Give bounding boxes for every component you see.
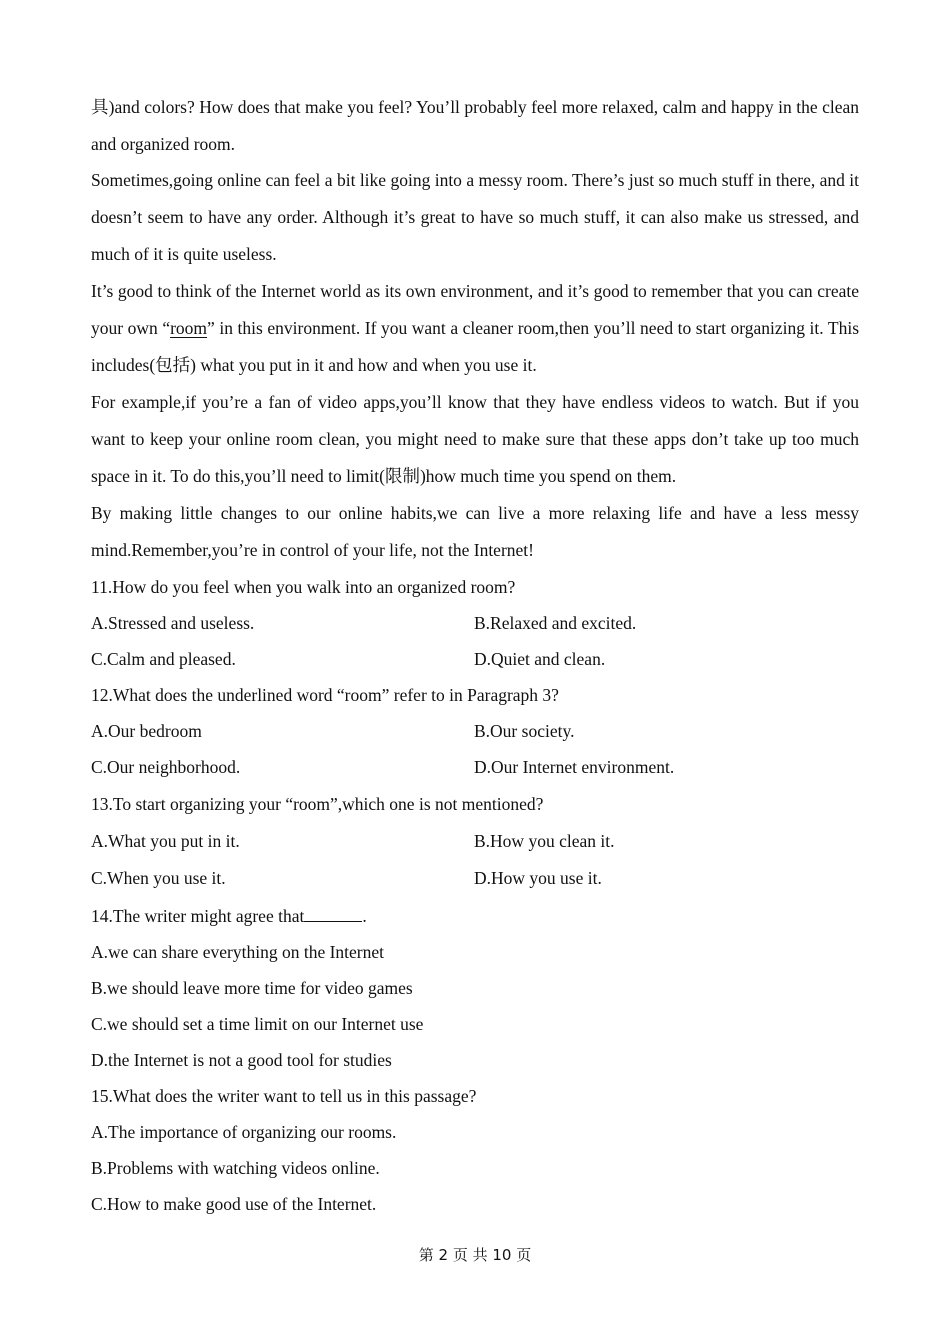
- question-11-option-a: A.Stressed and useless.: [91, 613, 255, 633]
- answer-blank: [304, 905, 362, 922]
- question-12-stem: 12.What does the underlined word “room” refer to in Paragraph 3?: [91, 685, 559, 705]
- passage-paragraph-4: By making little changes to our online habits,we can live a more relaxing life and have a less messy mind.Remember,you’re in control of your life, not the Internet!: [91, 503, 859, 560]
- question-14-stem: [91, 904, 367, 928]
- question-11-option-c: C.Calm and pleased.: [91, 649, 236, 669]
- question-14-stem-end: .: [362, 906, 367, 926]
- passage-paragraph-2: [91, 273, 859, 384]
- passage-paragraph-1: Sometimes,going online can feel a bit like going into a messy room. There’s just so much stuff in there, and it doesn’t seem to have any order. Although it’s great to have so much stuff, it can also make us stressed, and much of it is quite useless.: [91, 170, 859, 264]
- paragraph-2-text-before: It’s good to think of the Internet world as its own environment, and it’s good to remember that you can create your own “: [91, 281, 859, 338]
- question-13-option-c: C.When you use it.: [91, 868, 226, 888]
- question-14-option-c: C.we should set a time limit on our Internet use: [91, 1014, 424, 1034]
- question-14-option-b: B.we should leave more time for video games: [91, 978, 413, 998]
- question-12-option-c: C.Our neighborhood.: [91, 757, 241, 777]
- question-15-option-b: B.Problems with watching videos online.: [91, 1158, 380, 1178]
- question-14-option-d: D.the Internet is not a good tool for studies: [91, 1050, 392, 1070]
- question-12-option-b: B.Our society.: [474, 721, 575, 741]
- underlined-word-room: room: [170, 318, 208, 338]
- passage-paragraph-0: 具)and colors? How does that make you feel? You’ll probably feel more relaxed, calm and happy in the clean and organized room.: [91, 97, 859, 154]
- question-12-option-a: A.Our bedroom: [91, 721, 202, 741]
- question-14-option-a: A.we can share everything on the Internet: [91, 942, 385, 962]
- question-15-option-a: A.The importance of organizing our rooms.: [91, 1122, 397, 1142]
- question-13-option-a: A.What you put in it.: [91, 831, 240, 851]
- question-11-stem: 11.How do you feel when you walk into an organized room?: [91, 577, 516, 597]
- question-11-option-b: B.Relaxed and excited.: [474, 613, 637, 633]
- question-12-option-d: D.Our Internet environment.: [474, 757, 675, 777]
- question-15-stem: 15.What does the writer want to tell us in this passage?: [91, 1086, 477, 1106]
- question-13-option-d: D.How you use it.: [474, 868, 602, 888]
- question-13-option-b: B.How you clean it.: [474, 831, 615, 851]
- question-11-option-d: D.Quiet and clean.: [474, 649, 606, 669]
- question-15-option-c: C.How to make good use of the Internet.: [91, 1194, 377, 1214]
- passage-paragraph-3: For example,if you’re a fan of video apps,you’ll know that they have endless videos to watch. But if you want to keep your online room clean, you might need to make sure that these apps don’t take up too much space in it. To do this,you’ll need to limit(限制)how much time you spend on them.: [91, 392, 859, 486]
- question-14-stem-text: 14.The writer might agree that: [91, 906, 305, 926]
- page-footer-number: 第 2 页 共 10 页: [418, 1246, 532, 1264]
- paragraph-2-text-after: ” in this environment. If you want a cleaner room,then you’ll need to start organizing it. This includes(包括) what you put in it and how and when you use it.: [91, 318, 860, 375]
- question-13-stem: 13.To start organizing your “room”,which one is not mentioned?: [91, 794, 544, 814]
